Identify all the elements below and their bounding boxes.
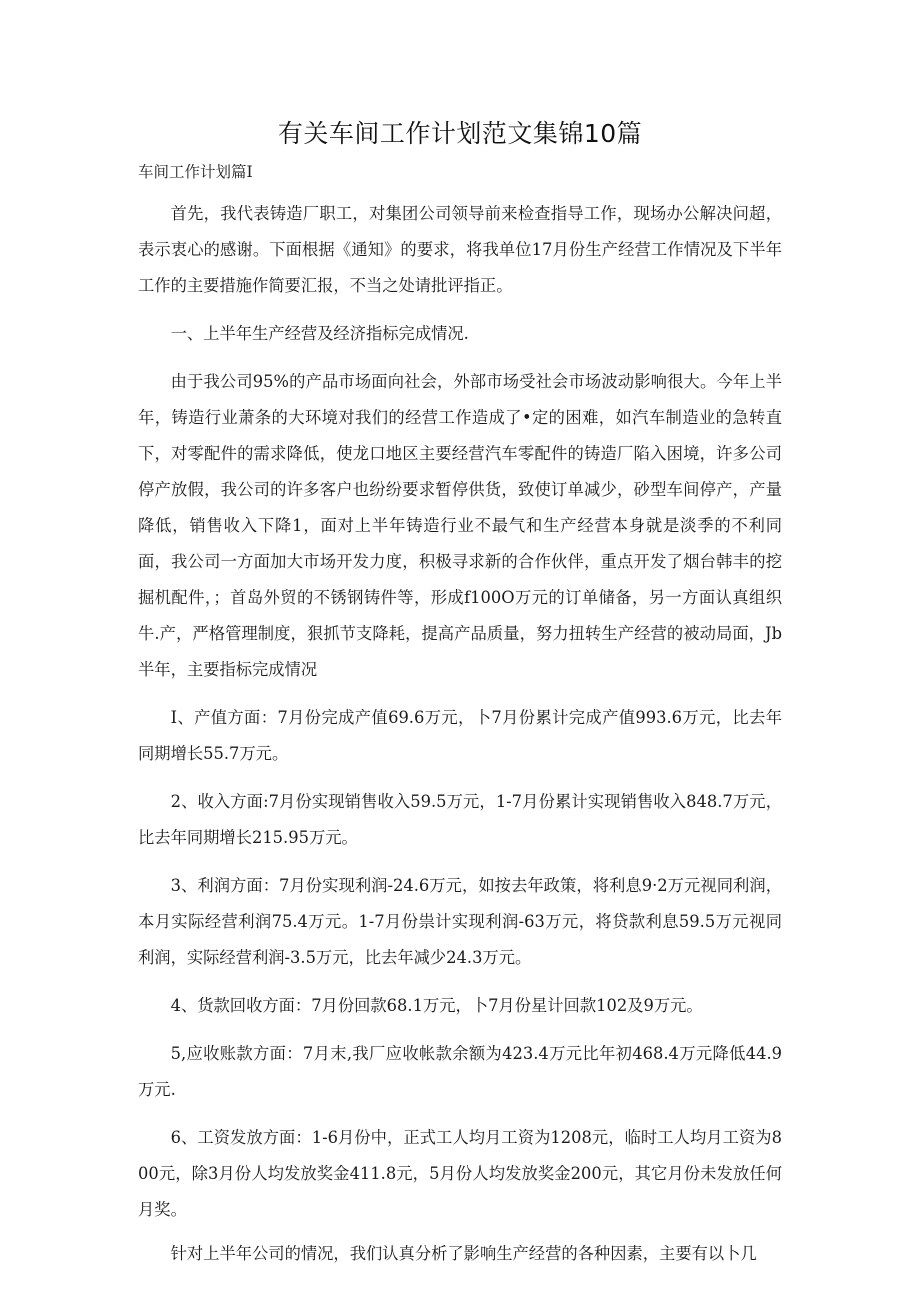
section-heading: 车间工作计划篇I: [138, 163, 253, 181]
paragraph-profit: 3、利润方面：7月份实现利润-24.6万元，如按去年政策，将利息9·2万元视同利润，本月实际经营利润75.4万元。1-7月份祟计实现利润-63万元，将贷款利息59.5万元视同利润，实际经营利润-3.5万元，比去年减少24.3万元。: [138, 876, 782, 967]
paragraph-analysis: 针对上半年公司的情况，我们认真分析了影响生产经营的各种因素，主要有以卜几: [170, 1244, 757, 1263]
document-body: [138, 196, 782, 1284]
paragraph-collection: 4、货款回收方面：7月份回款68.1万元，卜7月份星计回款102及9万元。: [170, 996, 703, 1015]
paragraph-market: 由于我公司95%的产品市场面向社会，外部市场受社会市场波动影响很大。今年上半年，铸造行业萧条的大环境对我们的经营工作造成了•定的困难，如汽车制造业的急转直下，对零配件的需求降低，使龙口地区主要经营汽车零配件的铸造厂陷入困境，许多公司停产放假，我公司的许多客户也纷纷要求暂停供货，致使订单减少，砂型车间停产，产量降低，销售收入下降1，面对上半年铸造行业不最气和生产经营本身就是淡季的不利同面，我公司一方面加大市场开发力度，积极寻求新的合作伙伴，重点开发了烟台韩丰的挖掘机配件，；首岛外贸的不锈钢铸件等，形成f100O万元的订单储备，另一方面认真组织牛.产，严格管理制度，狠抓节支降耗，提高产品质量，努力扭转生产经营的被动局面，Jb半年，主要指标完成情况: [138, 372, 782, 679]
paragraph-heading-one: 一、上半年生产经营及经济指标完成情况.: [170, 324, 469, 343]
paragraph-intro: 首先，我代表铸造厂职工，对集团公司领导前来检查指导工作，现场办公解决问超，表示衷心的感谢。下面根据《通知》的要求，将我单位17月份生产经营工作情况及下半年工作的主要措施作简要汇报，不当之处请批评指正。: [138, 204, 782, 295]
document-title: 有关车间工作计划范文集锦10篇: [277, 119, 643, 148]
paragraph-wages: 6、工资发放方面：1-6月份中，正式工人均月工资为1208元，临时工人均月工资为800元，除3月份人均发放奖金411.8元，5月份人均发放奖金200元，其它月份未发放任何月奖。: [138, 1128, 782, 1219]
paragraph-receivables: 5,应收账款方面：7月末,我厂应收帐款余额为423.4万元比年初468.4万元降低44.9万元.: [138, 1044, 782, 1099]
paragraph-output: I、产值方面：7月份完成产值69.6万元，卜7月份累计完成产值993.6万元，比去年同期增长55.7万元。: [138, 708, 782, 763]
paragraph-revenue: 2、收入方面:7月份实现销售收入59.5万元，1-7月份累计实现销售收入848.7万元，比去年同期增长215.95万元。: [138, 792, 782, 847]
